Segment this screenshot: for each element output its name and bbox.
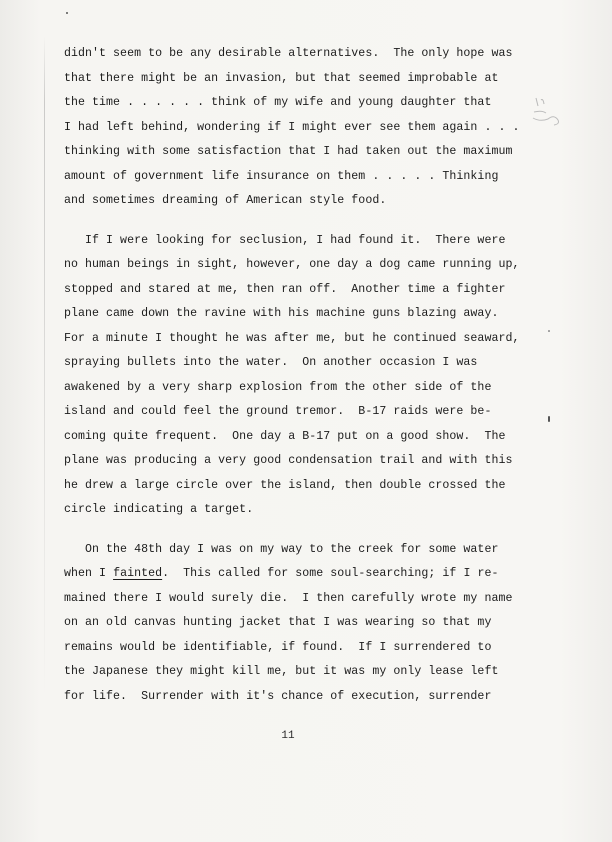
paper-speck [66,12,68,14]
typed-text-body [64,44,564,711]
text-line: remains would be identifiable, if found. If I surrendered to [64,640,492,654]
paragraph-1 [64,44,564,216]
text-line: I had left behind, wondering if I might ever see them again . . . [64,120,520,134]
text-line: stopped and stared at me, then ran off. Another time a fighter [64,282,506,296]
margin-rule [44,36,45,696]
text-line: and sometimes dreaming of American style food. [64,194,387,207]
text-line [64,564,564,589]
text-line: For a minute I thought he was after me, but he continued seaward, [64,331,520,345]
text-line: the time . . . . . . think of my wife and young daughter that [64,96,492,109]
text-line: If I were looking for seclusion, I had found it. There were [64,233,506,247]
underlined-word: fainted [113,567,163,580]
text-line: the Japanese they might kill me, but it was my only lease left [64,665,499,678]
text-line: plane was producing a very good condensation trail and with this [64,454,513,467]
paragraph-3 [64,540,564,712]
text-line: coming quite frequent. One day a B-17 put on a good show. The [64,429,506,443]
text-line: plane came down the ravine with his machine guns blazing away. [64,307,499,320]
text-line: On the 48th day I was on my way to the creek for some water [64,542,499,556]
text-segment: . This called for some soul-searching; if I re- [162,567,499,580]
text-line: spraying bullets into the water. On another occasion I was [64,356,478,369]
text-line: thinking with some satisfaction that I had taken out the maximum [64,145,513,158]
text-line: circle indicating a target. [64,503,254,516]
page-number: 11 [281,730,295,742]
text-line: for life. Surrender with it's chance of execution, surrender [64,689,492,703]
text-line: he drew a large circle over the island, then double crossed the [64,478,506,492]
text-line: awakened by a very sharp explosion from the other side of the [64,380,492,394]
text-line: amount of government life insurance on them . . . . . Thinking [64,169,499,183]
paragraph-2 [64,231,564,525]
text-segment: when I [64,567,114,580]
text-line: island and could feel the ground tremor. B-17 raids were be- [64,405,492,418]
text-line: that there might be an invasion, but that seemed improbable at [64,71,499,85]
text-line: on an old canvas hunting jacket that I was wearing so that my [64,616,492,629]
text-line: didn't seem to be any desirable alternatives. The only hope was [64,47,513,60]
text-line: mained there I would surely die. I then carefully wrote my name [64,591,513,605]
text-line: no human beings in sight, however, one day a dog came running up, [64,258,520,271]
